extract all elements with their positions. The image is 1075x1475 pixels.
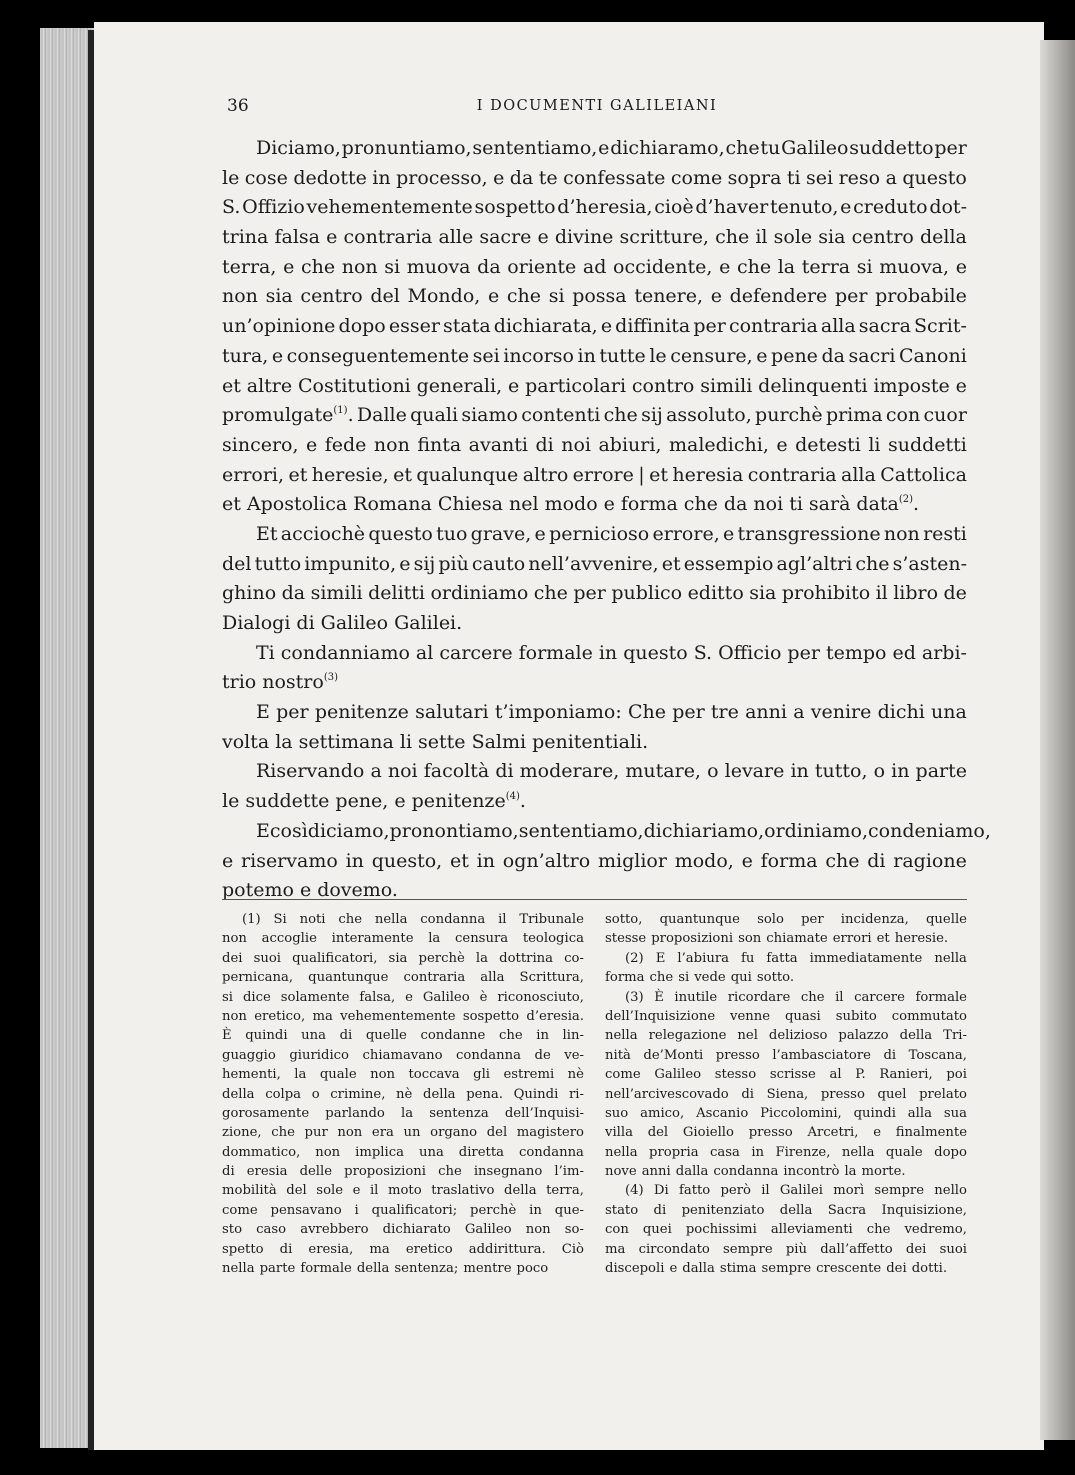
footnote-line: suo amico, Ascanio Piccolomini, quindi alla sua [605, 1105, 967, 1121]
footnote-line: È quindi una di quelle condanne che in lin- [222, 1028, 584, 1044]
footnote-line: villa del Gioiello presso Arcetri, e finalmente [605, 1125, 967, 1141]
footnote-line: non eretico, ma vehementemente sospetto d’eresia. [222, 1008, 584, 1024]
footnote-line: sotto, quantunque solo per incidenza, quelle [605, 912, 967, 927]
text-line: trina falsa e contraria alle sacre e divine scritture, che il sole sia centro della [222, 226, 967, 249]
text-line: ghino da simili delitti ordiniamo che per publico editto sia prohibito il libro de [222, 582, 967, 605]
text-line: un’opinione dopo esser stata dichiarata, e diffinita per contraria alla sacra Scrit- [222, 315, 967, 338]
text-line: Riservando a noi facoltà di moderare, mutare, o levare in tutto, o in parte [256, 760, 967, 783]
footnote-line: di eresia delle proposizioni che insegnano l’im- [222, 1164, 584, 1180]
footnote-line: nità de’Monti presso l’ambasciatore di Toscana, [605, 1047, 967, 1063]
text-line: sincero, e fede non finta avanti di noi abiuri, maledichi, e detesti li suddetti [222, 433, 967, 456]
text-line: potemo e dovemo. [222, 879, 398, 902]
footnote-line: come pensavano i qualificatori; perchè in que- [222, 1202, 584, 1218]
footnote-line: hementi, la quale non toccava gli estremi nè [222, 1067, 584, 1083]
text-line: Ti condanniamo al carcere formale in questo S. Officio per tempo ed arbi- [256, 641, 967, 664]
text-line: terra, e che non si muova da oriente ad occidente, e che la terra si muova, e [222, 255, 967, 278]
page-number: 36 [227, 96, 249, 116]
text-line: promulgate$^{(1)}$. Dalle quali siamo contenti che sij assoluto, purchè prima con cuor [222, 404, 967, 427]
footnote-line: sto caso avrebbero dichiarato Galileo non so- [222, 1222, 584, 1238]
text-line: Et acciochè questo tuo grave, e pernicioso errore, e transgressione non resti [256, 522, 967, 545]
footnote-line: mobilità del sole e il moto traslativo della terra, [222, 1183, 584, 1199]
footnote-line: nella parte formale della sentenza; mentre poco [222, 1261, 549, 1277]
footnote-line: nove anni dalla condanna incontrò la morte. [605, 1164, 906, 1180]
text-line: S. Offizio vehementemente sospetto d’heresia, cioè d’haver tenuto, e creduto dot- [222, 196, 967, 219]
footnote-line: non accoglie interamente la censura teologica [222, 931, 584, 947]
text-line: le suddette pene, e penitenze$^{(4)}$. [222, 790, 526, 813]
footnote-line: forma che si vede qui sotto. [605, 970, 795, 986]
footnotes-left-column [222, 910, 584, 1278]
footnote-line: nell’arcivescovado di Siena, presso quel prelato [605, 1086, 967, 1102]
footnote-line: come Galileo stesso scrisse al P. Ranieri, poi [605, 1067, 967, 1083]
footnote-line: guaggio giuridico chiamavano condanna de ve- [222, 1047, 584, 1063]
text-line: trio nostro$^{(3)}$ [222, 671, 338, 694]
footnote-line: nella propria casa in Firenze, nella quale dopo [605, 1144, 967, 1160]
text-line: Dialogi di Galileo Galilei. [222, 612, 463, 634]
footnote-line: pernicana, quantunque contraria alla Scrittura, [222, 970, 584, 986]
text-line: E così diciamo, pronontiamo, sententiamo, dichiariamo, ordiniamo, condeniamo, [256, 819, 991, 842]
footnote-line: spetto di eresia, ma eretico addirittura. Ciò [222, 1241, 584, 1257]
text-line: non sia centro del Mondo, e che si possa tenere, e defendere per probabile [222, 285, 967, 308]
footnote-line: ma circondato sempre più dall’affetto dei suoi [605, 1241, 967, 1257]
main-text [222, 134, 991, 906]
footnote-line: discepoli e dalla stima sempre crescente dei dotti. [605, 1261, 948, 1277]
text-line: Diciamo, pronuntiamo, sententiamo, e dichiaramo, che tu Galileo suddetto per [256, 137, 967, 159]
footnote-separator [222, 899, 967, 900]
text-line: e riservamo in questo, et in ogn’altro miglior modo, e forma che di ragione [222, 849, 967, 872]
footnote-line: stato di penitenziato della Sacra Inquisizione, [605, 1202, 967, 1218]
text-line: del tutto impunito, e sij più cauto nell’avvenire, et essempio agl’altri che s’asten- [222, 552, 967, 575]
footnote-line: zione, che pur non era un organo del magistero [222, 1125, 584, 1141]
footnote-line: (1) Si noti che nella condanna il Tribunale [242, 912, 584, 927]
footnote-line: nella relegazione nel delizioso palazzo della Tri- [605, 1028, 967, 1044]
footnote-line: (4) Di fatto però il Galilei morì sempre nello [625, 1183, 967, 1199]
footnote-line: (3) È inutile ricordare che il carcere formale [625, 989, 967, 1005]
footnote-line: con quei pochissimi alleviamenti che vedremo, [605, 1222, 967, 1238]
text-line: errori, et heresie, et qualunque altro errore | et heresia contraria alla Cattolica [222, 463, 967, 486]
footnote-line: dommatico, non implica una diretta condanna [222, 1144, 584, 1160]
footnote-line: gorosamente parlando la sentenza dell’Inquisi- [222, 1105, 584, 1121]
footnote-line: (2) E l’abiura fu fatta immediatamente nella [625, 950, 967, 966]
footnote-line: si dice solamente falsa, e Galileo è riconosciuto, [222, 989, 584, 1005]
facing-page-edge [1040, 40, 1075, 1440]
footnote-line: della colpa o crimine, nè della pena. Quindi ri- [222, 1086, 584, 1102]
text-line: tura, e conseguentemente sei incorso in tutte le censure, e pene da sacri Canoni [222, 344, 967, 367]
text-line: et Apostolica Romana Chiesa nel modo e forma che da noi ti sarà data$^{(2)}$. [222, 493, 920, 516]
footnotes-right-column [605, 910, 967, 1278]
text-line: E per penitenze salutari t’imponiamo: Che per tre anni a venire dichi una [256, 701, 967, 724]
footnote-line: dei suoi qualificatori, sia perchè la dottrina co- [222, 950, 584, 966]
footnote-line: dell’Inquisizione venne quasi subito commutato [605, 1008, 967, 1024]
text-line: volta la settimana li sette Salmi penitentiali. [222, 730, 649, 753]
running-title: I DOCUMENTI GALILEIANI [476, 98, 718, 114]
text-line: le cose dedotte in processo, e da te confessate come sopra ti sei reso a questo [222, 166, 967, 189]
running-header [227, 96, 967, 120]
footnote-line: stesse proposizioni son chiamate errori et heresie. [605, 931, 949, 947]
text-line: et altre Costitutioni generali, e particolari contro simili delinquenti imposte e [222, 374, 967, 397]
